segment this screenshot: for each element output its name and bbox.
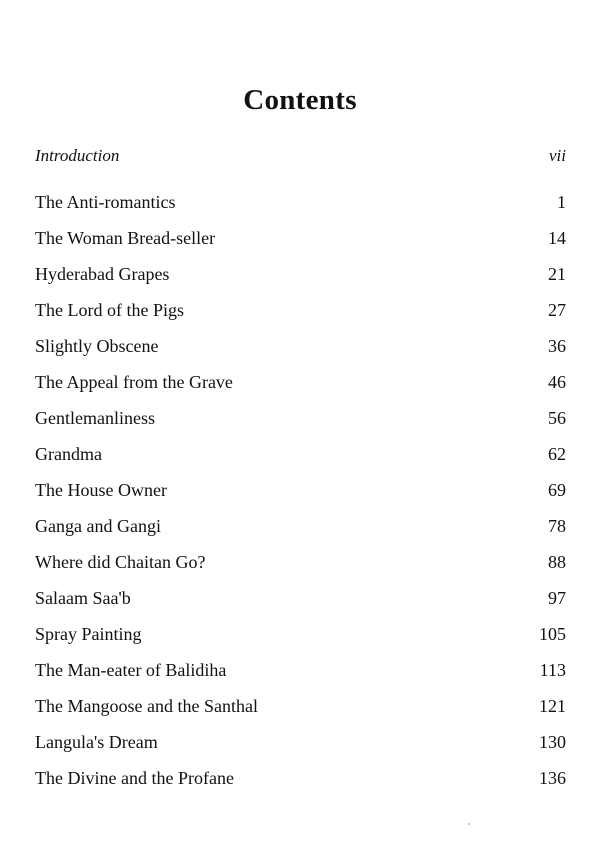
toc-entry [35,624,566,660]
toc-entry-introduction [35,146,566,192]
toc-entry-title: Slightly Obscene [35,336,159,356]
toc-entry-page: 1 [557,192,566,212]
toc-entry-title: Grandma [35,444,102,464]
toc-entry-title: Ganga and Gangi [35,516,161,536]
toc-entry-page: 130 [539,732,566,752]
toc-entry-page: 27 [548,300,566,320]
toc-entry-title: Spray Painting [35,624,142,644]
toc-entry-title: Introduction [35,146,120,165]
toc-entry-title: The Mangoose and the Santhal [35,696,258,716]
paper-speck [468,823,470,825]
toc-entry [35,732,566,768]
toc-entry [35,480,566,516]
toc-entry [35,336,566,372]
toc-entry-title: Hyderabad Grapes [35,264,170,284]
toc-entry [35,588,566,624]
toc-entry-title: The Lord of the Pigs [35,300,184,320]
toc-entry [35,408,566,444]
toc-entry-page: 78 [548,516,566,536]
toc-entry-title: The Woman Bread-seller [35,228,216,248]
toc-entry [35,516,566,552]
toc-entry [35,696,566,732]
toc-entry-page: 136 [539,768,566,788]
toc-entry-title: The Anti-romantics [35,192,176,212]
toc-entry-page: 21 [548,264,566,284]
toc-entry-page: 97 [548,588,566,608]
toc-entry-page: 36 [548,336,566,356]
toc-entry-title: The Man-eater of Balidiha [35,660,227,680]
toc-entry [35,228,566,264]
toc-entry-page: 56 [548,408,566,428]
toc-entry-page: vii [549,146,566,165]
toc-entry-page: 105 [539,624,566,644]
toc-entry [35,300,566,336]
toc-entry-page: 121 [539,696,566,716]
toc-entry [35,192,566,228]
toc-entry-page: 88 [548,552,566,572]
toc-entry-page: 69 [548,480,566,500]
toc-entry [35,264,566,300]
toc-entry-title: Where did Chaitan Go? [35,552,206,572]
toc-entry-page: 14 [548,228,566,248]
toc-entry [35,660,566,696]
toc-entry-page: 113 [539,660,566,680]
toc-entry-title: Langula's Dream [35,732,158,752]
toc-entry-title: The Appeal from the Grave [35,372,233,392]
toc-entry [35,444,566,480]
toc-entry-title: The House Owner [35,480,167,500]
toc-entry-page: 62 [548,444,566,464]
toc-entry-page: 46 [548,372,566,392]
toc-entry-title: Salaam Saa'b [35,588,131,608]
toc-entry-title: The Divine and the Profane [35,768,234,788]
page-title: Contents [243,84,357,116]
toc-entry [35,552,566,588]
table-of-contents [35,146,566,804]
toc-entry-title: Gentlemanliness [35,408,155,428]
toc-entry [35,372,566,408]
toc-entry [35,768,566,804]
